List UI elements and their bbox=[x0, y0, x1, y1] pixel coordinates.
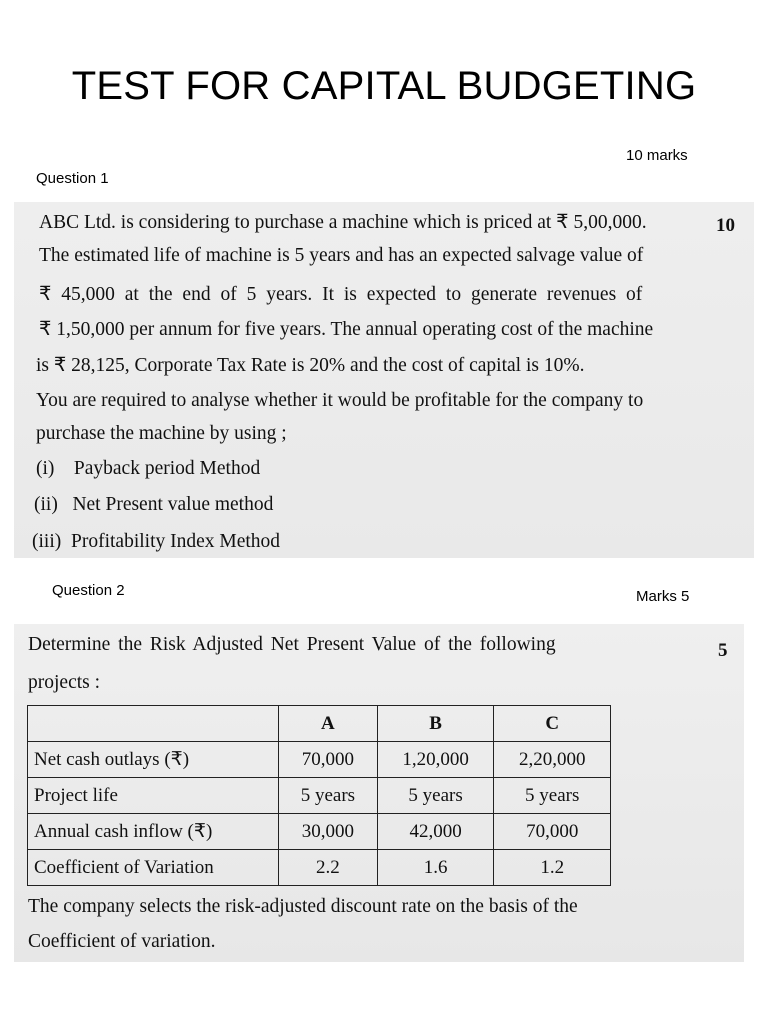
table-header-cell: B bbox=[377, 706, 494, 742]
q2-footer-line-1: The company selects the risk-adjusted discount rate on the basis of the bbox=[28, 896, 578, 917]
table-header-cell: C bbox=[494, 706, 611, 742]
q1-line-5: is ₹ 28,125, Corporate Tax Rate is 20% and the cost of capital is 10%. bbox=[36, 355, 585, 376]
q1-line-3: ₹ 45,000 at the end of 5 years. It is expected to generate revenues of bbox=[39, 284, 643, 305]
table-cell: 2.2 bbox=[279, 850, 378, 886]
q1-option-iii: (iii) Profitability Index Method bbox=[32, 531, 281, 552]
risk-table bbox=[27, 705, 611, 886]
table-header-cell: A bbox=[279, 706, 378, 742]
table-row-label: Project life bbox=[28, 778, 279, 814]
q2-footer-line-2: Coefficient of variation. bbox=[28, 931, 216, 952]
q1-line-1: ABC Ltd. is considering to purchase a machine which is priced at ₹ 5,00,000. bbox=[39, 212, 647, 233]
table-header-row bbox=[28, 706, 611, 742]
q2-intro-line-1: Determine the Risk Adjusted Net Present Value of the following bbox=[28, 634, 556, 655]
q1-line-2: The estimated life of machine is 5 years and has an expected salvage value of bbox=[39, 245, 644, 266]
table-cell: 5 years bbox=[377, 778, 494, 814]
table-cell: 1.6 bbox=[377, 850, 494, 886]
q1-line-4: ₹ 1,50,000 per annum for five years. The annual operating cost of the machine bbox=[39, 319, 654, 340]
table-row-label: Coefficient of Variation bbox=[28, 850, 279, 886]
table-row-label: Annual cash inflow (₹) bbox=[28, 814, 279, 850]
q1-line-6: You are required to analyse whether it would be profitable for the company to bbox=[36, 390, 644, 411]
q2-label: Question 2 bbox=[52, 582, 125, 599]
table-cell: 5 years bbox=[494, 778, 611, 814]
q1-option-i: (i) Payback period Method bbox=[36, 458, 261, 479]
table-cell: 5 years bbox=[279, 778, 378, 814]
page-title: TEST FOR CAPITAL BUDGETING bbox=[71, 64, 697, 108]
q1-option-ii: (ii) Net Present value method bbox=[34, 494, 274, 515]
table-cell: 30,000 bbox=[279, 814, 378, 850]
table-cell: 2,20,000 bbox=[494, 742, 611, 778]
table-cell: 42,000 bbox=[377, 814, 494, 850]
table-row bbox=[28, 742, 611, 778]
q1-label: Question 1 bbox=[36, 170, 109, 187]
table-cell: 70,000 bbox=[279, 742, 378, 778]
table-cell: 70,000 bbox=[494, 814, 611, 850]
q1-marks-label: 10 marks bbox=[626, 147, 688, 164]
table-row bbox=[28, 778, 611, 814]
table-row bbox=[28, 814, 611, 850]
q1-printed-marks: 10 bbox=[716, 215, 735, 236]
q2-intro-line-2: projects : bbox=[28, 672, 101, 693]
table-cell: 1,20,000 bbox=[377, 742, 494, 778]
q2-printed-marks: 5 bbox=[718, 640, 728, 661]
q1-line-7: purchase the machine by using ; bbox=[36, 423, 287, 444]
table-cell: 1.2 bbox=[494, 850, 611, 886]
question2-scan bbox=[14, 624, 744, 962]
q2-marks-label: Marks 5 bbox=[636, 588, 690, 605]
table-row bbox=[28, 850, 611, 886]
question1-scan bbox=[14, 202, 754, 558]
table-row-label: Net cash outlays (₹) bbox=[28, 742, 279, 778]
table-header-cell bbox=[28, 706, 279, 742]
